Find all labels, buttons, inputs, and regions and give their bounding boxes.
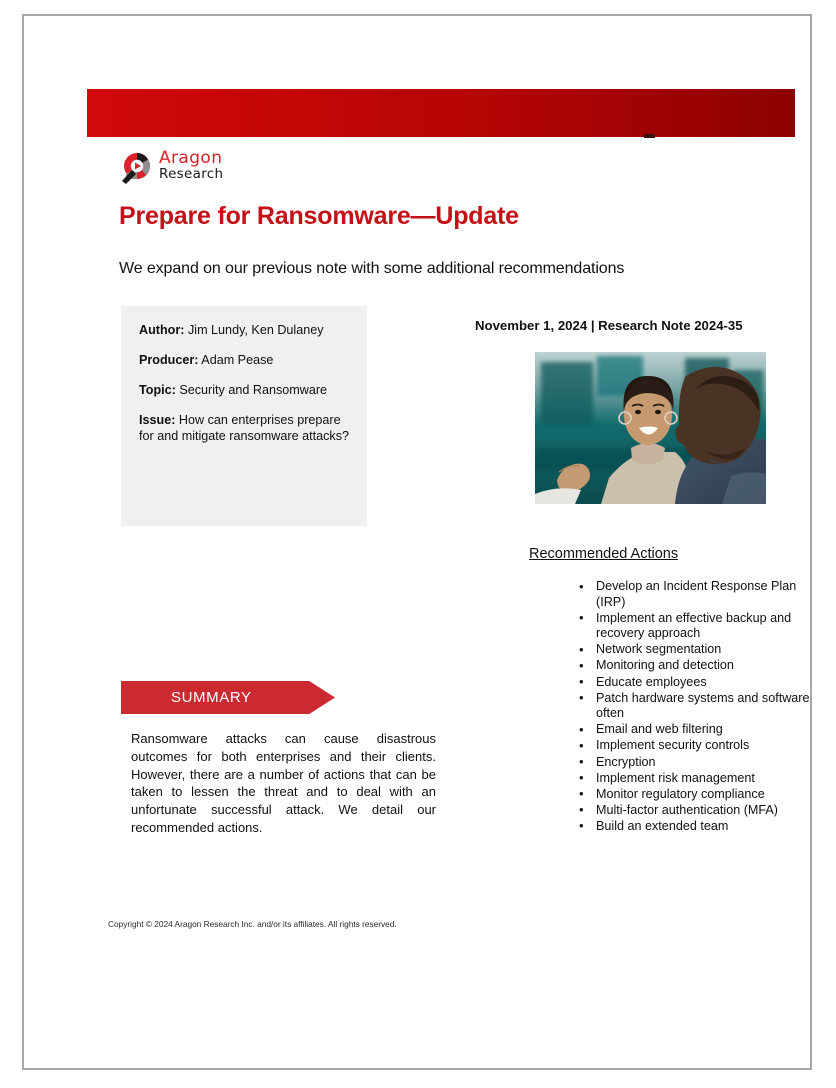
list-item: • Implement an effective backup and recovery approach <box>579 611 811 642</box>
list-item: • Email and web filtering <box>579 722 811 738</box>
summary-banner-label: SUMMARY <box>171 689 252 706</box>
page-title: Prepare for Ransomware—Update <box>119 202 519 230</box>
logo-wordmark <box>159 150 223 182</box>
document-page <box>22 14 812 1070</box>
logo-wordmark-aragon: Aragon <box>159 148 223 169</box>
list-item: • Build an extended team <box>579 819 811 835</box>
list-item: • Network segmentation <box>579 642 811 658</box>
metadata-row-author <box>139 322 349 338</box>
summary-body-text: Ransomware attacks can cause disastrous outcomes for both enterprises and their clients. However, there are a number of actions that can be taken to lessen the threat and to deal with an unfortunate successful attack. We detail our recommended actions. <box>131 731 436 835</box>
aragon-circle-play-icon <box>119 148 155 184</box>
metadata-value-producer: Adam Pease <box>198 353 274 368</box>
metadata-label-topic: Topic: <box>139 383 176 398</box>
metadata-box <box>121 306 367 526</box>
metadata-label-author: Author: <box>139 323 185 337</box>
metadata-label-issue: Issue: <box>139 413 176 428</box>
list-item: • Develop an Incident Response Plan (IRP) <box>579 579 811 610</box>
metadata-row-issue <box>139 412 349 444</box>
publication-line: November 1, 2024 | Research Note 2024-35 <box>475 318 743 333</box>
list-item: • Patch hardware systems and software often <box>579 691 811 722</box>
page-subtitle: We expand on our previous note with some additional recommendations <box>119 260 625 277</box>
header-red-band <box>87 89 795 137</box>
footer-copyright: Copyright © 2024 Aragon Research Inc. and/or its affiliates. All rights reserved. <box>108 919 397 929</box>
aragon-research-logo <box>119 146 241 186</box>
list-item: • Multi-factor authentication (MFA) <box>579 803 811 819</box>
metadata-value-author: Jim Lundy, Ken Dulaney <box>184 323 324 337</box>
metadata-value-issue: How can enterprises prepare for and mitigate ransomware attacks? <box>139 413 349 444</box>
list-item: • Monitor regulatory compliance <box>579 787 811 803</box>
metadata-label-producer: Producer: <box>139 353 199 368</box>
list-item: • Educate employees <box>579 675 811 691</box>
list-item: • Monitoring and detection <box>579 658 811 674</box>
metadata-row-topic <box>139 382 349 398</box>
header-band-artifact <box>644 134 655 138</box>
metadata-row-producer <box>139 352 349 368</box>
list-item: • Implement risk management <box>579 771 811 787</box>
recommended-actions-heading: Recommended Actions <box>529 546 679 562</box>
hero-photo <box>535 352 766 504</box>
summary-banner <box>121 681 335 714</box>
list-item: • Implement security controls <box>579 738 811 754</box>
recommended-actions-list <box>557 579 811 835</box>
metadata-value-topic: Security and Ransomware <box>175 383 328 398</box>
logo-wordmark-research: Research <box>159 166 224 183</box>
list-item: • Encryption <box>579 755 811 771</box>
